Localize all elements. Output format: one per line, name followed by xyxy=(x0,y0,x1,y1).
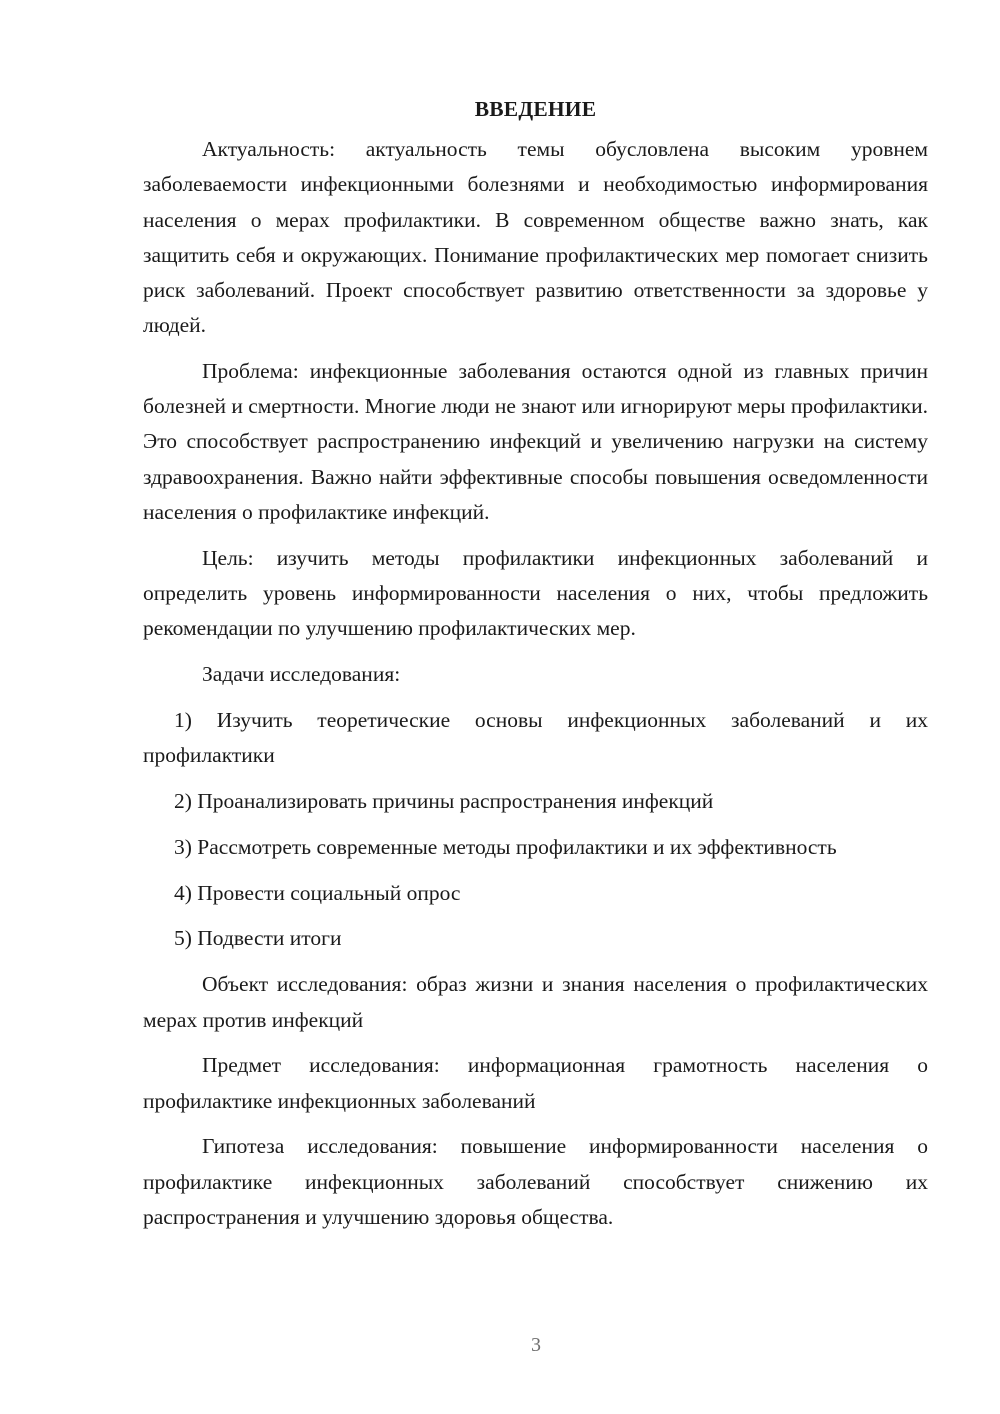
task-item: 2) Проанализировать причины распространения инфекций xyxy=(174,789,714,814)
paragraph-hypothesis: Гипотеза исследования: повышение информированности населения о профилактике инфекционных заболеваний способствует снижению их распространения и улучшению здоровья общества. xyxy=(143,1134,928,1230)
page-number: 3 xyxy=(531,1334,541,1356)
paragraph-subject: Предмет исследования: информационная грамотность населения о профилактике инфекционных заболеваний xyxy=(143,1053,928,1113)
paragraph-object: Объект исследования: образ жизни и знания населения о профилактических мерах против инфекций xyxy=(143,972,928,1032)
page-content xyxy=(143,92,928,1235)
task-item: 5) Подвести итоги xyxy=(174,926,342,951)
paragraph-problem: Проблема: инфекционные заболевания остаются одной из главных причин болезней и смертности. Многие люди не знают или игнорируют меры профилактики. Это способствует распространению инфекций и увеличению нагрузки на систему здравоохранения. Важно найти эффективные способы повышения осведомленности населения о профилактике инфекций. xyxy=(143,358,928,524)
task-item: 3) Рассмотреть современные методы профилактики и их эффективность xyxy=(174,834,837,859)
tasks-heading: Задачи исследования: xyxy=(202,662,401,687)
section-title: ВВЕДЕНИЕ xyxy=(474,97,597,121)
task-item: 4) Провести социальный опрос xyxy=(174,880,461,905)
paragraph-goal: Цель: изучить методы профилактики инфекционных заболеваний и определить уровень информированности населения о них, чтобы предложить рекомендации по улучшению профилактических мер. xyxy=(143,545,928,641)
task-item: 1) Изучить теоретические основы инфекционных заболеваний и их профилактики xyxy=(143,707,928,768)
paragraph-relevance: Актуальность: актуальность темы обусловлена высоким уровнем заболеваемости инфекционными болезнями и необходимостью информирования населения о мерах профилактики. В современном обществе важно знать, как защитить себя и окружающих. Понимание профилактических мер помогает снизить риск заболеваний. Проект способствует развитию ответственности за здоровье у людей. xyxy=(143,137,928,338)
